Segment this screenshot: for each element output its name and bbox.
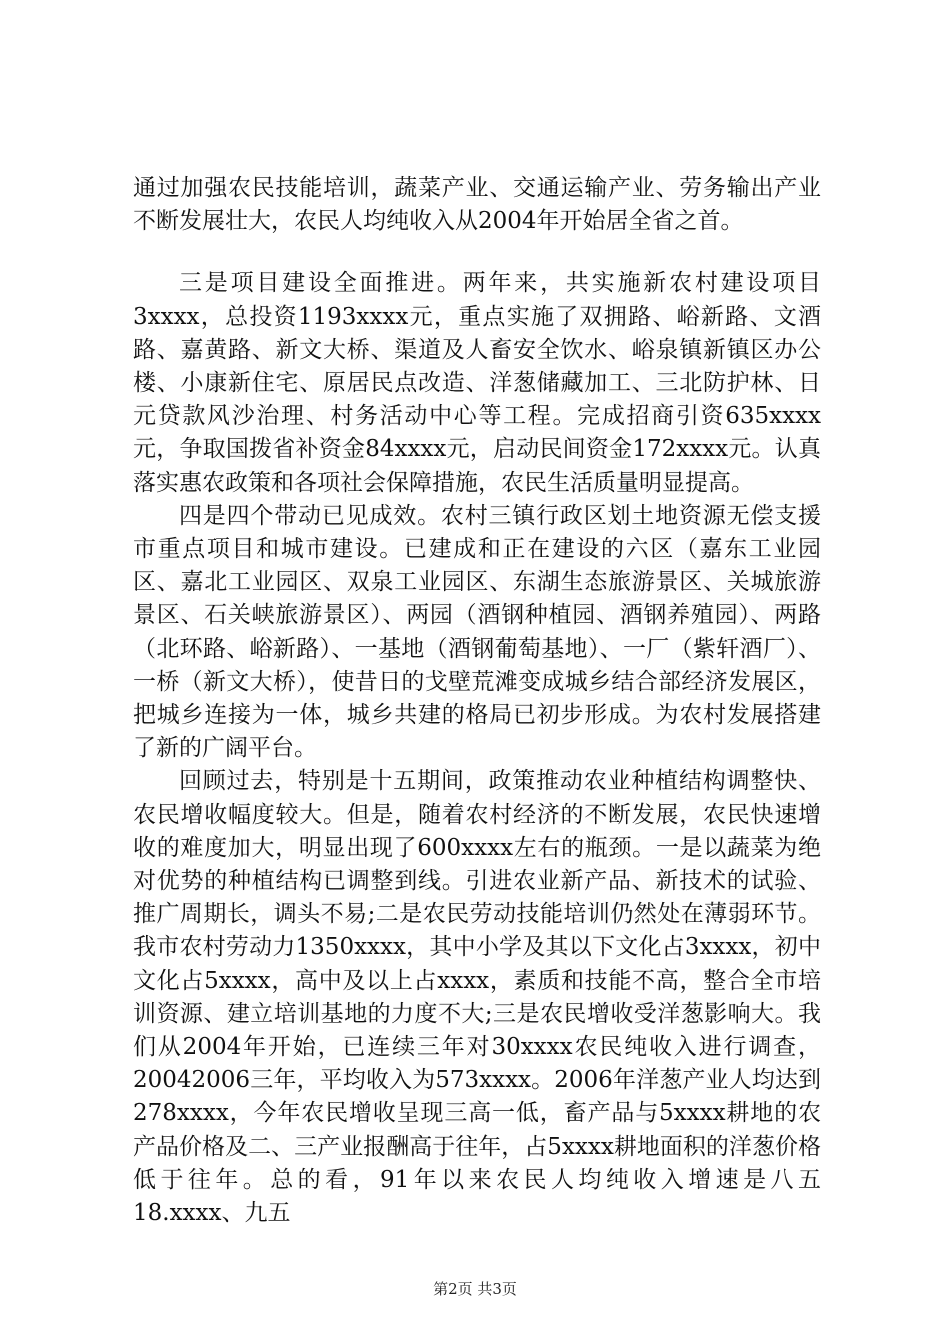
paragraph-four-drives: 四是四个带动已见成效。农村三镇行政区划土地资源无偿支援市重点项目和城市建设。已建成和正在建设的六区（嘉东工业园区、嘉北工业园区、双泉工业园区、东湖生态旅游景区、关城旅游景区、石关峡旅游景区）、两园（酒钢种植园、酒钢养殖园）、两路（北环路、峪新路）、一基地（酒钢葡萄基地）、一厂（紫轩酒厂）、一桥（新文大桥），使昔日的戈壁荒滩变成城乡结合部经济发展区，把城乡连接为一体，城乡共建的格局已初步形成。为农村发展搭建了新的广阔平台。 bbox=[133, 502, 821, 762]
document-body bbox=[133, 172, 821, 1230]
paragraph-gap bbox=[133, 238, 821, 267]
page-footer: 第2页 共3页 bbox=[433, 1280, 517, 1298]
paragraph-continuation: 通过加强农民技能培训，蔬菜产业、交通运输产业、劳务输出产业不断发展壮大，农民人均纯收入从2004年开始居全省之首。 bbox=[133, 175, 821, 235]
paragraph-project-construction: 三是项目建设全面推进。两年来，共实施新农村建设项目3xxxx，总投资1193xxxx元，重点实施了双拥路、峪新路、文酒路、嘉黄路、新文大桥、渠道及人畜安全饮水、峪泉镇新镇区办公楼、小康新住宅、原居民点改造、洋葱储藏加工、三北防护林、日元贷款风沙治理、村务活动中心等工程。完成招商引资635xxxx元，争取国拨省补资金84xxxx元，启动民间资金172xxxx元。认真落实惠农政策和各项社会保障措施，农民生活质量明显提高。 bbox=[133, 270, 821, 496]
paragraph-review: 回顾过去，特别是十五期间，政策推动农业种植结构调整快、农民增收幅度较大。但是，随着农村经济的不断发展，农民快速增收的难度加大，明显出现了600xxxx左右的瓶颈。一是以蔬菜为绝对优势的种植结构已调整到线。引进农业新产品、新技术的试验、推广周期长，调头不易;二是农民劳动技能培训仍然处在薄弱环节。我市农村劳动力1350xxxx，其中小学及其以下文化占3xxxx，初中文化占5xxxx，高中及以上占xxxx，素质和技能不高，整合全市培训资源、建立培训基地的力度不大;三是农民增收受洋葱影响大。我们从2004年开始，已连续三年对30xxxx农民纯收入进行调查，20042006三年，平均收入为573xxxx。2006年洋葱产业人均达到278xxxx，今年农民增收呈现三高一低，畜产品与5xxxx耕地的农产品价格及二、三产业报酬高于往年，占5xxxx耕地面积的洋葱价格低于往年。总的看，91年以来农民人均纯收入增速是八五18.xxxx、九五 bbox=[133, 768, 821, 1227]
